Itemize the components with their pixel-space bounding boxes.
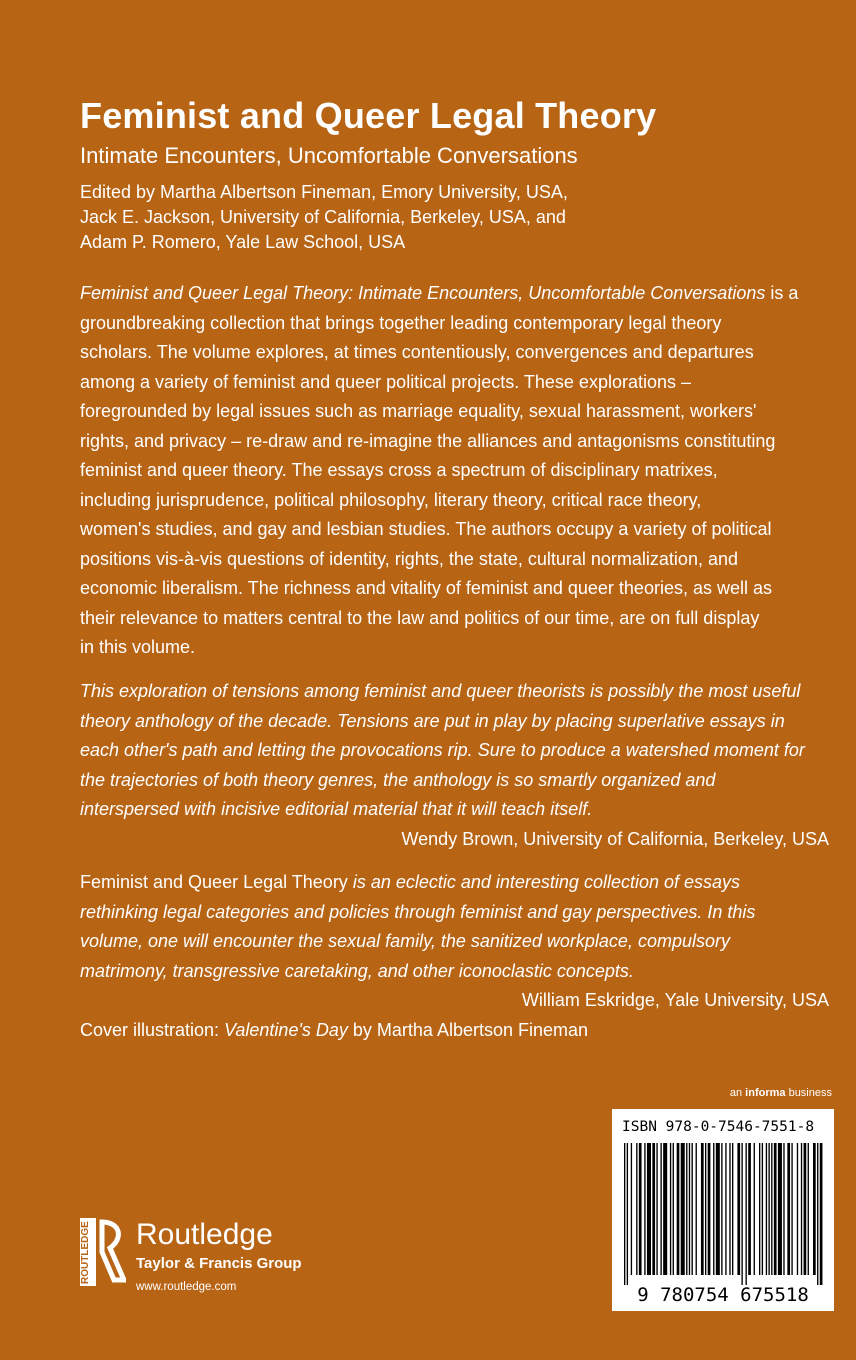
cover-credit-prefix: Cover illustration: bbox=[80, 1020, 225, 1040]
barcode-bar bbox=[774, 1143, 777, 1275]
endorsement-line: volume, one will encounter the sexual family, the sanitized workplace, compulsory bbox=[80, 931, 730, 951]
description-line: among a variety of feminist and queer political projects. These explorations – bbox=[80, 371, 691, 392]
cover-credit-work: Valentine's Day bbox=[224, 1020, 348, 1040]
description-line: women's studies, and gay and lesbian studies. The authors occupy a variety of political bbox=[80, 519, 772, 539]
barcode-bar bbox=[721, 1143, 722, 1275]
barcode-bar bbox=[771, 1143, 772, 1275]
book-subtitle: Intimate Encounters, Uncomfortable Conversations bbox=[80, 143, 578, 168]
barcode-bar bbox=[754, 1143, 755, 1275]
barcode-bar bbox=[762, 1143, 763, 1275]
endorsement-line: theory anthology of the decade. Tensions are put in play by placing superlative essays in bbox=[80, 710, 785, 731]
barcode-bar bbox=[696, 1143, 697, 1275]
editors-credit bbox=[80, 180, 800, 255]
barcode-bar bbox=[808, 1143, 809, 1275]
barcode-bar bbox=[673, 1143, 674, 1275]
barcode-bar bbox=[759, 1143, 760, 1275]
publisher-group: Taylor & Francis Group bbox=[136, 1255, 302, 1272]
isbn-barcode bbox=[612, 1109, 834, 1311]
endorsement-eskridge bbox=[80, 868, 840, 1016]
barcode-bar bbox=[713, 1143, 714, 1275]
description-line: scholars. The volume explores, at times contentiously, convergences and departures bbox=[80, 342, 754, 362]
barcode-bar bbox=[797, 1143, 798, 1275]
barcode-bar bbox=[647, 1143, 651, 1275]
endorsement-line: interspersed with incisive editorial material that it will teach itself. bbox=[80, 799, 593, 819]
description-line: feminist and queer theory. The essays cross a spectrum of disciplinary matrixes, bbox=[80, 460, 718, 480]
description-first-line bbox=[80, 279, 840, 309]
endorsement-line: matrimony, transgressive caretaking, and other iconoclastic concepts. bbox=[80, 960, 634, 981]
barcode-graphic bbox=[618, 1143, 828, 1307]
endorsement-first-line bbox=[80, 868, 840, 898]
description-line: economic liberalism. The richness and vitality of feminist and queer theories, as well as bbox=[80, 578, 772, 598]
barcode-bar bbox=[631, 1143, 632, 1275]
editor-line: Jack E. Jackson, University of California, Berkeley, USA, and bbox=[80, 207, 566, 227]
barcode-bar bbox=[768, 1143, 769, 1275]
barcode-bar bbox=[787, 1143, 790, 1275]
barcode-bar bbox=[725, 1143, 726, 1275]
endorsement-attribution: William Eskridge, Yale University, USA bbox=[521, 990, 829, 1010]
publisher-name: Routledge bbox=[136, 1218, 273, 1251]
barcode-bar bbox=[644, 1143, 645, 1275]
barcode-bar bbox=[746, 1143, 747, 1285]
informa-business-tag bbox=[730, 1087, 832, 1099]
barcode-bar bbox=[732, 1143, 733, 1275]
logo-vertical-text: ROUTLEDGE bbox=[80, 1221, 91, 1284]
isbn-label: ISBN 978-0-7546-7551-8 bbox=[622, 1119, 815, 1135]
barcode-bar bbox=[660, 1143, 661, 1275]
barcode-bar bbox=[729, 1143, 730, 1275]
description-line: positions vis-à-vis questions of identity, rights, the state, cultural normalization, and bbox=[80, 548, 738, 569]
barcode-bar bbox=[778, 1143, 782, 1275]
barcode-bar bbox=[766, 1143, 767, 1275]
barcode-bar bbox=[689, 1143, 690, 1275]
barcode-bar bbox=[686, 1143, 687, 1275]
barcode-bar bbox=[652, 1143, 655, 1275]
description-line: their relevance to matters central to the law and politics of our time, are on full display bbox=[80, 607, 760, 628]
endorsement-line: rethinking legal categories and policies through feminist and gay perspectives. In this bbox=[80, 901, 756, 922]
barcode-bar bbox=[804, 1143, 807, 1275]
barcode-bar bbox=[624, 1143, 625, 1285]
informa-brand: informa bbox=[745, 1087, 786, 1099]
cover-credit-suffix: by Martha Albertson Fineman bbox=[347, 1020, 589, 1040]
publisher-logo bbox=[80, 1218, 320, 1298]
book-description bbox=[80, 279, 840, 663]
description-line: in this volume. bbox=[80, 637, 196, 657]
publisher-url[interactable]: www.routledge.com bbox=[136, 1281, 237, 1293]
description-line: rights, and privacy – re-draw and re-imagine the alliances and antagonisms constituting bbox=[80, 430, 776, 451]
routledge-logo-icon bbox=[80, 1218, 126, 1286]
barcode-bar bbox=[801, 1143, 802, 1275]
barcode-bar bbox=[716, 1143, 720, 1275]
barcode-bar bbox=[639, 1143, 642, 1275]
endorsement-text: is an eclectic and interesting collection of essays bbox=[347, 872, 741, 892]
endorsement-attribution: Wendy Brown, University of California, Berkeley, USA bbox=[401, 828, 829, 849]
description-line: including jurisprudence, political philosophy, literary theory, critical race theory, bbox=[80, 489, 702, 510]
endorsement-title-reference: Feminist and Queer Legal Theory bbox=[80, 872, 348, 892]
informa-prefix: an bbox=[729, 1087, 746, 1099]
description-text: is a bbox=[765, 283, 799, 303]
editor-line: Edited by Martha Albertson Fineman, Emory University, USA, bbox=[80, 182, 568, 202]
description-line: foregrounded by legal issues such as marriage equality, sexual harassment, workers' bbox=[80, 401, 757, 421]
barcode-bar bbox=[820, 1143, 823, 1285]
barcode-bar bbox=[705, 1143, 706, 1275]
barcode-digits: 9 780754 675518 bbox=[637, 1284, 809, 1306]
barcode-bar bbox=[663, 1143, 667, 1275]
barcode-bar bbox=[737, 1143, 740, 1275]
endorsement-line: the trajectories of both theory genres, the anthology is so smartly organized and bbox=[80, 769, 716, 790]
barcode-bar bbox=[817, 1143, 818, 1285]
barcode-bar bbox=[748, 1143, 751, 1275]
endorsement-line: This exploration of tensions among feminist and queer theorists is possibly the most useful bbox=[80, 681, 801, 701]
barcode-bar bbox=[656, 1143, 657, 1275]
barcode-bar bbox=[701, 1143, 704, 1275]
endorsement-brown bbox=[80, 677, 840, 854]
barcode-bar bbox=[791, 1143, 792, 1275]
description-title-reference: Feminist and Queer Legal Theory: Intimate Encounters, Uncomfortable Conversations bbox=[80, 283, 766, 303]
barcode-bar bbox=[692, 1143, 693, 1275]
barcode-bar bbox=[783, 1143, 784, 1275]
barcode-bar bbox=[681, 1143, 685, 1275]
barcode-bar bbox=[670, 1143, 671, 1275]
barcode-bar bbox=[677, 1143, 680, 1275]
cover-illustration-credit bbox=[80, 1016, 588, 1044]
barcode-bar bbox=[741, 1143, 742, 1285]
barcode-bar bbox=[708, 1143, 711, 1275]
informa-suffix: business bbox=[785, 1087, 832, 1099]
barcode-bar bbox=[627, 1143, 628, 1285]
book-title: Feminist and Queer Legal Theory bbox=[80, 95, 657, 136]
barcode-bar bbox=[636, 1143, 637, 1275]
barcode-bar bbox=[813, 1143, 816, 1275]
endorsement-line: each other's path and letting the provocations rip. Sure to produce a watershed moment for bbox=[80, 740, 805, 760]
editor-line: Adam P. Romero, Yale Law School, USA bbox=[80, 232, 406, 252]
description-line: groundbreaking collection that brings together leading contemporary legal theory bbox=[80, 312, 722, 333]
